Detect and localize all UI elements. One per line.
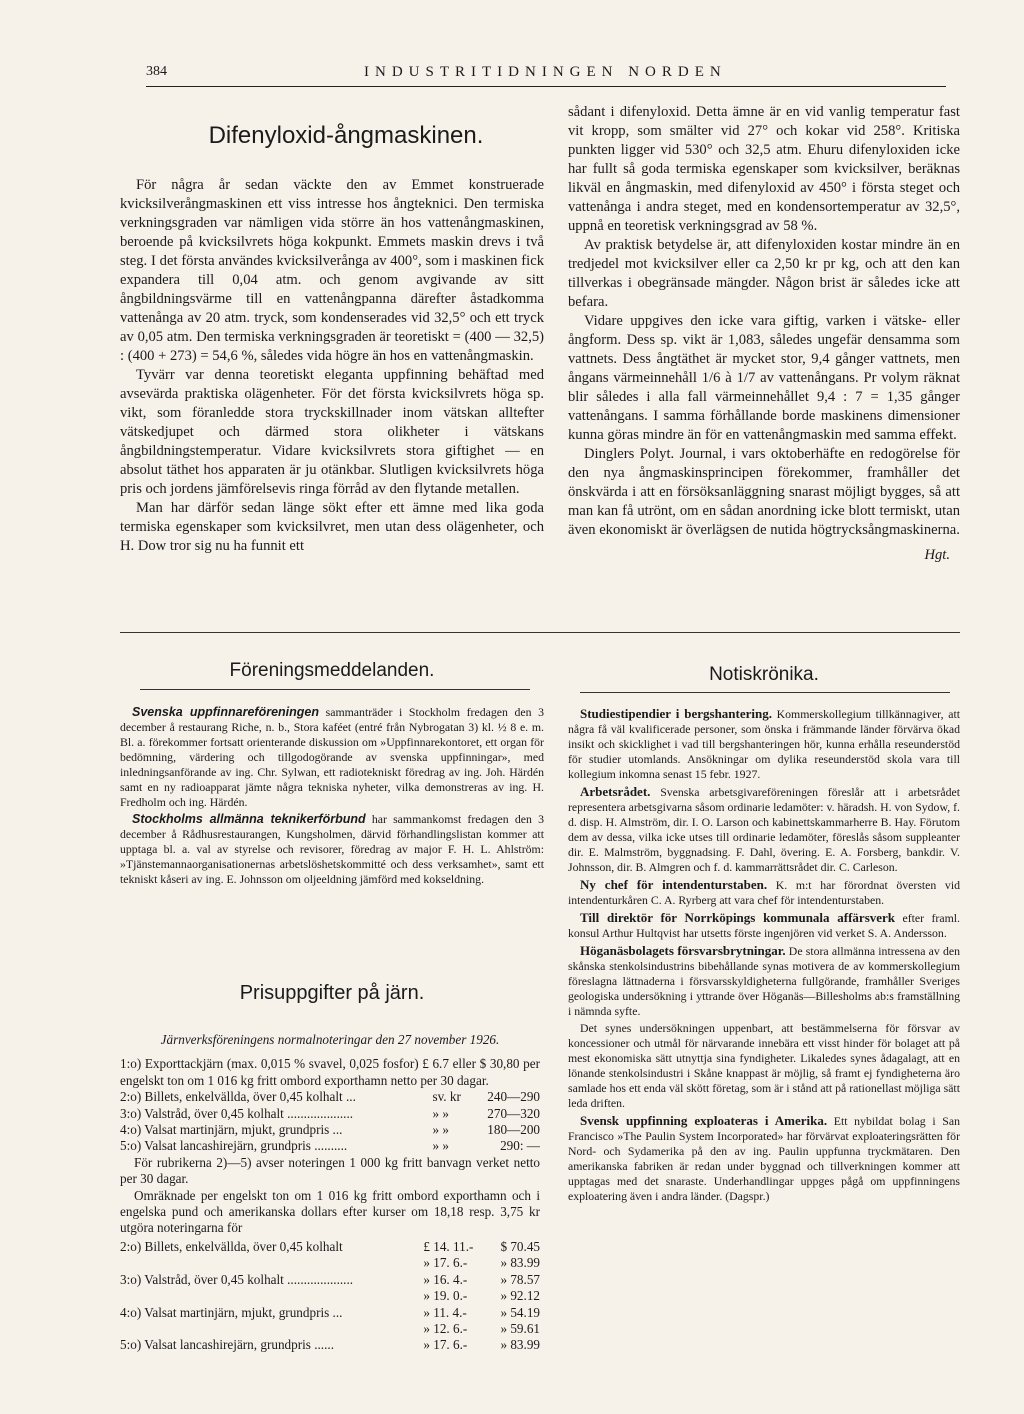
notice-item: [120, 705, 544, 810]
article-paragraph: Av praktisk betydelse är, att difenyloxiden kostar mindre än en tredjedel mot kvicksilver eller ca 2,50 kr pr kg, och att den kan tillverkas i obegränsade mängder. Någon brist är således icke att befara.: [568, 237, 960, 310]
price-gbp: » 11. 4.-: [423, 1304, 467, 1320]
section-rule: [120, 632, 960, 633]
price-gbp: £ 14. 11.-: [423, 1238, 474, 1254]
price-usd: » 59.61: [500, 1320, 540, 1336]
table-row: [120, 1122, 540, 1138]
price-label: [120, 1288, 423, 1304]
price-label: [120, 1255, 423, 1271]
price-gbp: » 17. 6.-: [423, 1255, 468, 1271]
price-table-sek: [120, 1089, 540, 1155]
price-item-1: 1:o) Exporttackjärn (max. 0,015 % svavel, 0,025 fosfor) £ 6.7 eller $ 30,80 per engelskt ton om 1 016 kg fritt ombord exporthamn netto per 30 dagar.: [120, 1056, 540, 1088]
price-usd: » 83.99: [500, 1337, 540, 1353]
notice-lead: Till direktör för Norrköpings kommunala affärsverk: [580, 910, 896, 925]
notice-lead: Stockholms allmänna teknikerförbund: [132, 812, 366, 826]
notice-lead: Studiestipendier i bergshantering.: [580, 706, 772, 721]
price-usd: » 83.99: [500, 1255, 540, 1271]
notice-item: [568, 877, 960, 908]
price-subtitle: Järnverksföreningens normalnoteringar den 27 november 1926.: [160, 1032, 500, 1047]
table-row: [120, 1321, 540, 1337]
price-usd: » 92.12: [500, 1288, 540, 1304]
notice-text: sammanträder i Stockholm fredagen den 3 december å restaurang Riche, n. b., Stora kaféet (entré från Nybrogatan 3) kl. ½ 8 e. m. Bl. a. förekommer fortsatt orienterande diskussion om »Uppfinnarekontoret, ett organ för bedömning, värdering och tillgodogörande av svenska uppfinningar», med inledningsanförande av ing. Chr. Sylwan, ett radiotekniskt föredrag av ing. Joh. Härdén samt en ny radioapparat jämte några tekniska nyheter, vilka demonstreras av ing. H. Fredholm och ing. Härdén.: [120, 705, 545, 809]
notiskronika-title: Notiskrönika.: [709, 664, 819, 685]
price-unit: » »: [432, 1138, 449, 1154]
notice-item: [568, 784, 960, 875]
price-gbp: » 17. 6.-: [423, 1337, 468, 1353]
notice-text: Svenska arbetsgivareföreningen föreslår att i arbetsrådet representera arbetsgivarna såsom ordinarie ledamöter: v. häradsh. H. von Sydow, f. d. disp. H. Almström, dir. I. O. Larson och kabinettskammarherre B. Hay. Förutom dem av dessa, vilka icke utses till ordinarie ledamöter, föreslås såsom suppleanter dir. E. Malmström, byggnadsing. F. Dahl, övering. E. A. Forsberg, bankdir. V. Johnsson, dir. B. Almgren och f. d. kammarrättsrådet dir. C. Carleson.: [568, 785, 960, 874]
notice-item: [120, 812, 544, 887]
price-value: 270—320: [487, 1105, 540, 1121]
article-left-column: [120, 176, 544, 556]
notiskronika-body: [568, 706, 960, 1206]
running-header: [146, 62, 946, 84]
notice-lead: Svensk uppfinning exploateras i Amerika.: [580, 1113, 828, 1128]
notice-item: [568, 910, 960, 941]
notice-text: har sammankomst fredagen den 3 december å Rådhusrestaurangen, Kungsholmen, därvid förhandlingslistan kommer att upptaga bl. a. val av styrelse och revisorer, föredrag av major F. H. L. Ahlström: »Tjänstemannaorganisationernas arbetslöshetskommitté och dess verksamhet», samt ett tekniskt kåseri av ing. E. Johnsson om oljeeldning jämförd med kokseldning.: [120, 812, 544, 886]
table-row: [120, 1305, 540, 1321]
notice-text: efter framl. konsul Arthur Hultqvist har utsetts förste ingenjören vid verket S. A. Andersson.: [568, 911, 960, 940]
price-gbp: » 12. 6.-: [423, 1320, 468, 1336]
section-underline: [140, 689, 530, 690]
price-label: 3:o) Valstråd, över 0,45 kolhalt ....................: [120, 1105, 354, 1121]
article-signature: Hgt.: [924, 547, 950, 563]
price-gbp: » 19. 0.-: [423, 1288, 468, 1304]
notice-text: Det synes undersökningen uppenbart, att bestämmelserna för försvar av koncessioner och utmål för närvarande innebära ett visst hinder för bolaget att på mest ekonomiska sätt utnyttja sina fyndigheter. Likaledes synes ådagalagt, att en lönande stenkolsindustri i Skåne knappast är möjlig, så framt ej fyndigheterna äro samlade hos ett enda väl skött företag, som är i stånd att på rationellast möjliga sätt leda driften.: [568, 1021, 960, 1110]
notice-text: De stora allmänna intressena av den skånska stenkolsindustrins bibehållande synas motivera de av kommerskollegium föreslagna lättnaderna i försvarsskyldigheterna fullgörande, framhåller Sveriges geologiska undersökning i yttrande över Höganäs—Billesholms ab:s framställning i nämnda syfte.: [568, 944, 960, 1018]
notice-item: [568, 706, 960, 782]
price-label: 4:o) Valsat martinjärn, mjukt, grundpris ...: [120, 1122, 343, 1138]
article-title: Difenyloxid-ångmaskinen.: [208, 122, 484, 149]
price-unit: » »: [432, 1105, 449, 1121]
prisuppgifter-body: [120, 1032, 540, 1354]
foreningsmeddelanden-body: [120, 705, 544, 889]
prisuppgifter-title: Prisuppgifter på järn.: [239, 982, 425, 1004]
article-paragraph: Dinglers Polyt. Journal, i vars oktoberhäfte en redogörelse för den nya ångmaskinsprincipen förekommer, framhåller det önskvärda i att en försöksanläggning snarast möjligt bygges, så att man kan få utrönt, om en sådan anordning icke blott termiskt, utan även ekonomiskt är överlägsen de nutida högtrycksångmaskinerna.: [568, 446, 960, 538]
price-value: 290: —: [500, 1138, 540, 1154]
table-row: [120, 1255, 540, 1271]
notice-text: K. m:t har förordnat översten vid intendenturkåren C. A. Ryrberg att vara chef för intendenturstaben.: [568, 878, 960, 907]
article-right-column: [568, 103, 960, 565]
notice-item: [568, 1113, 960, 1204]
price-unit: » »: [432, 1122, 449, 1138]
price-value: 180—200: [487, 1122, 540, 1138]
notice-text: Ett nybildat bolag i San Francisco »The Paulin System Incorporated» har förvärvat exploateringsrätten för Nord- och Sydamerika på den av ing. Paulin uppfunna tryckmätaren. Den amerikanska fabriken är redan under byggnad och tillverkningen kommer att upptagas med det snaraste. Underhandlingar uppges pågå om uppfinningens exploatering även i andra länder. (Dagspr.): [568, 1114, 960, 1203]
price-usd: » 54.19: [500, 1304, 540, 1320]
table-row: [120, 1106, 540, 1122]
price-label: 3:o) Valstråd, över 0,45 kolhalt ....................: [120, 1271, 354, 1287]
page-number: 384: [146, 64, 167, 79]
notice-text: Kommerskollegium tillkännagiver, att några få väl kvalificerade personer, som önska i främmande länder förvärva ökad insikt och skicklighet i vad till bergshanteringen hör, kunna erhålla reseunderstöd för studier utomlands. Ansökningar om dylika reseunderstöd skola vara till kollegium inkomna senast 15 febr. 1927.: [568, 707, 960, 781]
article-paragraph: Man har därför sedan länge sökt efter ett ämne med lika goda termiska egenskaper som kvicksilvret, men utan dess olägenheter, och H. Dow tror sig nu ha funnit ett: [120, 500, 544, 554]
notice-lead: Ny chef för intendenturstaben.: [580, 877, 768, 892]
article-paragraph: För några år sedan väckte den av Emmet konstruerade kvicksilverångmaskinen ett viss intresse hos ångteknici. Den termiska verkningsgraden var nämligen vida större än hos vattenångmaskinen, beroende på kvicksilvrets höga kokpunkt. Emmets maskin drevs i två steg. I det första användes kvicksilverånga av 400°, som i maskinen fick expandera till 0,04 atm. och genom avgivande av sitt ångbildningsvärme till en vattenångpanna därefter åstadkomma vattenånga av 20 atm. tryck, som kondenserades vid 32,5° och ett tryck av 0,05 atm. Den termiska verkningsgraden är teoretiskt = (400 — 32,5) : (400 + 273) = 54,6 %, således vida högre än hos en vattenångmaskin.: [120, 177, 544, 364]
price-label: [120, 1321, 423, 1337]
price-value: 240—290: [487, 1089, 540, 1105]
notice-item: [568, 1021, 960, 1111]
section-underline: [580, 692, 950, 693]
price-unit: sv. kr: [432, 1089, 461, 1105]
price-usd: » 78.57: [500, 1271, 540, 1287]
table-row: [120, 1288, 540, 1304]
notice-lead: Höganäsbolagets försvarsbrytningar.: [580, 943, 786, 958]
price-note: Omräknade per engelskt ton om 1 016 kg fritt ombord exporthamn och i engelska pund och amerikanska dollars efter kurser om 18,18 resp. 3,75 kr utgöra noteringarna för: [120, 1187, 540, 1236]
table-row: [120, 1089, 540, 1105]
notice-lead: Arbetsrådet.: [580, 784, 651, 799]
table-row: [120, 1272, 540, 1288]
price-label: 5:o) Valsat lancashirejärn, grundpris ......: [120, 1337, 334, 1353]
price-usd: $ 70.45: [500, 1238, 540, 1254]
price-gbp: » 16. 4.-: [423, 1271, 468, 1287]
table-row: [120, 1138, 540, 1154]
article-paragraph: Vidare uppgives den icke vara giftig, varken i vätske- eller ångform. Dess sp. vikt är 1,083, således ungefär densamma som vattnets. Dess ångtäthet är mycket stor, 9,4 gånger vattnets, men ångans värmeinnehåll 1/6 à 1/7 av vattenångans. Pr volym räknat blir således i alla fall värmeinnehållet 9,4 : 7 = 1,35 gånger vattenångans. I samma förhållande borde maskinens dimensioner kunna göras mindre än för en vattenångmaskin med samma effekt.: [568, 313, 960, 443]
foreningsmeddelanden-title: Föreningsmeddelanden.: [229, 660, 435, 681]
price-label: 2:o) Billets, enkelvällda, över 0,45 kolhalt: [120, 1238, 343, 1254]
table-row: [120, 1239, 540, 1255]
price-label: 2:o) Billets, enkelvällda, över 0,45 kolhalt ...: [120, 1089, 356, 1105]
price-note: För rubrikerna 2)—5) avser noteringen 1 000 kg fritt banvagn verket netto per 30 dagar.: [120, 1154, 540, 1187]
journal-title: INDUSTRITIDNINGEN NORDEN: [364, 64, 727, 80]
notice-lead: Svenska uppfinnareföreningen: [132, 705, 320, 719]
table-row: [120, 1337, 540, 1353]
article-paragraph: Tyvärr var denna teoretiskt eleganta uppfinning behäftad med avsevärda praktiska olägenheter. För det första kvicksilvrets höga sp. vikt, som föranledde stora tryckskillnader inom vätskan alltefter vätskedjupet och därmed stora olikheter i vätskans ångbildningstemperatur. Vidare kvicksilvrets stora giftighet — en absolut täthet hos apparaten är ju otänkbar. Slutligen kvicksilvrets höga pris och jordens jämförelsevis ringa förråd av den flytande metallen.: [120, 367, 544, 497]
article-paragraph: sådant i difenyloxid. Detta ämne är en vid vanlig temperatur fast vit kropp, som smälter vid 27° och kokar vid 258°. Kritiska punkten ligger vid 530° och 32,5 atm. Ehuru difenyloxiden icke har fullt så goda termiska egenskaper som kvicksilver, beräknas likväl en ångmaskin, med difenyloxid av 450° i första steget och vattenånga i andra steget, med en kondensortemperatur av 32,5°, uppnå en teoretisk verkningsgrad av 58 %.: [568, 104, 960, 234]
notice-item: [568, 943, 960, 1019]
price-label: 4:o) Valsat martinjärn, mjukt, grundpris ...: [120, 1304, 343, 1320]
header-rule: [146, 86, 946, 87]
price-label: 5:o) Valsat lancashirejärn, grundpris ..........: [120, 1138, 348, 1154]
price-table-gbp-usd: [120, 1239, 540, 1354]
